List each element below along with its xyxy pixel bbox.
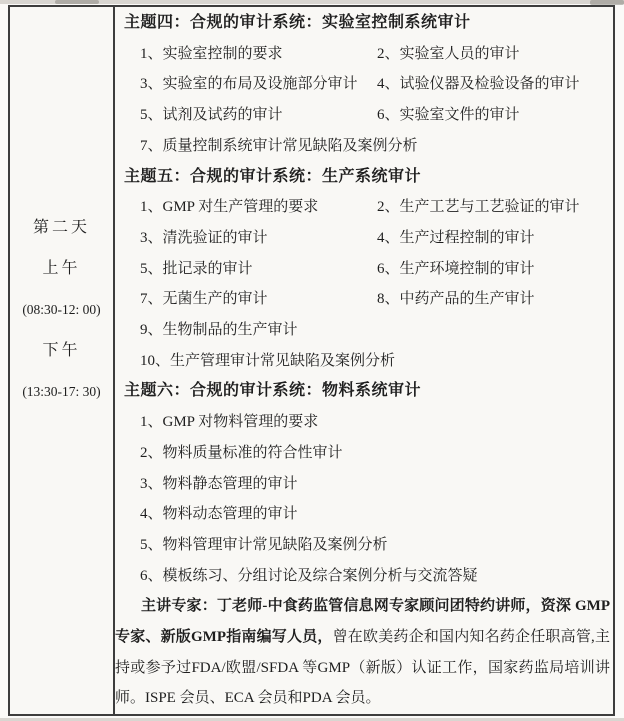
topic-item-row [115,39,611,70]
topic-item: 6、模板练习、分组讨论及综合案例分析与交流答疑 [140,567,478,584]
topic-item: 4、物料动态管理的审计 [140,506,298,523]
topic-item: 7、无菌生产的审计 [140,291,268,308]
day-label: 第二天 [32,219,90,236]
topic-item: 8、中药产品的生产审计 [377,291,535,308]
topic-item-row [115,469,611,500]
topic-item-row [115,69,611,100]
topic-heading: 主题六：合规的审计系统：物料系统审计 [124,382,422,400]
topic-item: 5、试剂及试药的审计 [140,107,283,124]
topic-item-row [115,100,611,131]
morning-time-range: (08:30-12: 00) [22,302,101,317]
topic-heading: 主题五：合规的审计系统：生产系统审计 [124,167,422,185]
afternoon-time-range: (13:30-17: 30) [22,384,101,399]
topic-heading: 主题四：合规的审计系统：实验室控制系统审计 [124,14,471,31]
topic-item: 4、生产过程控制的审计 [377,229,535,246]
topic-item: 2、物料质量标准的符合性审计 [140,444,343,461]
topic-item: 5、物料管理审计常见缺陷及案例分析 [140,536,388,553]
topic-item: 2、生产工艺与工艺验证的审计 [377,199,580,216]
topic-item-row [115,499,611,530]
schedule-content-cell [115,7,613,714]
topic-item-row [115,530,611,561]
topic-item: 1、GMP 对物料管理的要求 [140,414,319,431]
topic-item-row [115,223,611,254]
topic-item: 5、批记录的审计 [140,260,253,277]
topic-item-row [115,254,611,285]
topic-item-row [115,438,611,469]
topic-item-row [115,561,611,592]
topic-item: 1、GMP 对生产管理的要求 [140,199,319,216]
topic-item: 6、实验室文件的审计 [377,107,520,124]
topic-item-row [115,192,611,223]
topic-item-row [115,346,611,377]
speaker-bold-text: 主讲专家：丁老师-中食药监管信息网专家顾问团特约讲师，资深 GMP 专家、新版GMP指南编写人员， [115,598,610,646]
topic-item: 3、实验室的布局及设施部分审计 [140,76,358,93]
afternoon-label: 下午 [42,342,81,359]
topic-item: 4、试验仪器及检验设备的审计 [377,76,580,93]
topic-item: 3、物料静态管理的审计 [140,475,298,492]
speaker-regular-text: 曾在欧美药企和国内知名药企任职高管,主持或参予过FDA/欧盟/SFDA 等GMP（新版）认证工作，国家药监局培训讲师。ISPE 会员、ECA 会员和PDA 会员。 [115,629,610,707]
speaker-paragraph [115,591,611,714]
topic-item-row [115,284,611,315]
topic-item: 7、质量控制系统审计常见缺陷及案例分析 [140,137,418,154]
morning-label: 上午 [42,260,81,277]
topic-item: 6、生产环境控制的审计 [377,260,535,277]
topic-item: 2、实验室人员的审计 [377,45,520,62]
schedule-time-cell [10,7,115,714]
topic-item: 10、生产管理审计常见缺陷及案例分析 [140,352,396,369]
topic-item-row [115,315,611,346]
topic-item-row [115,131,611,162]
topic-item: 9、生物制品的生产审计 [140,322,298,339]
schedule-table [8,5,615,716]
topic-item: 3、清洗验证的审计 [140,229,268,246]
topic-item: 1、实验室控制的要求 [140,45,283,62]
topics-container [115,8,611,591]
topic-item-row [115,407,611,438]
scan-smudge [55,0,99,4]
